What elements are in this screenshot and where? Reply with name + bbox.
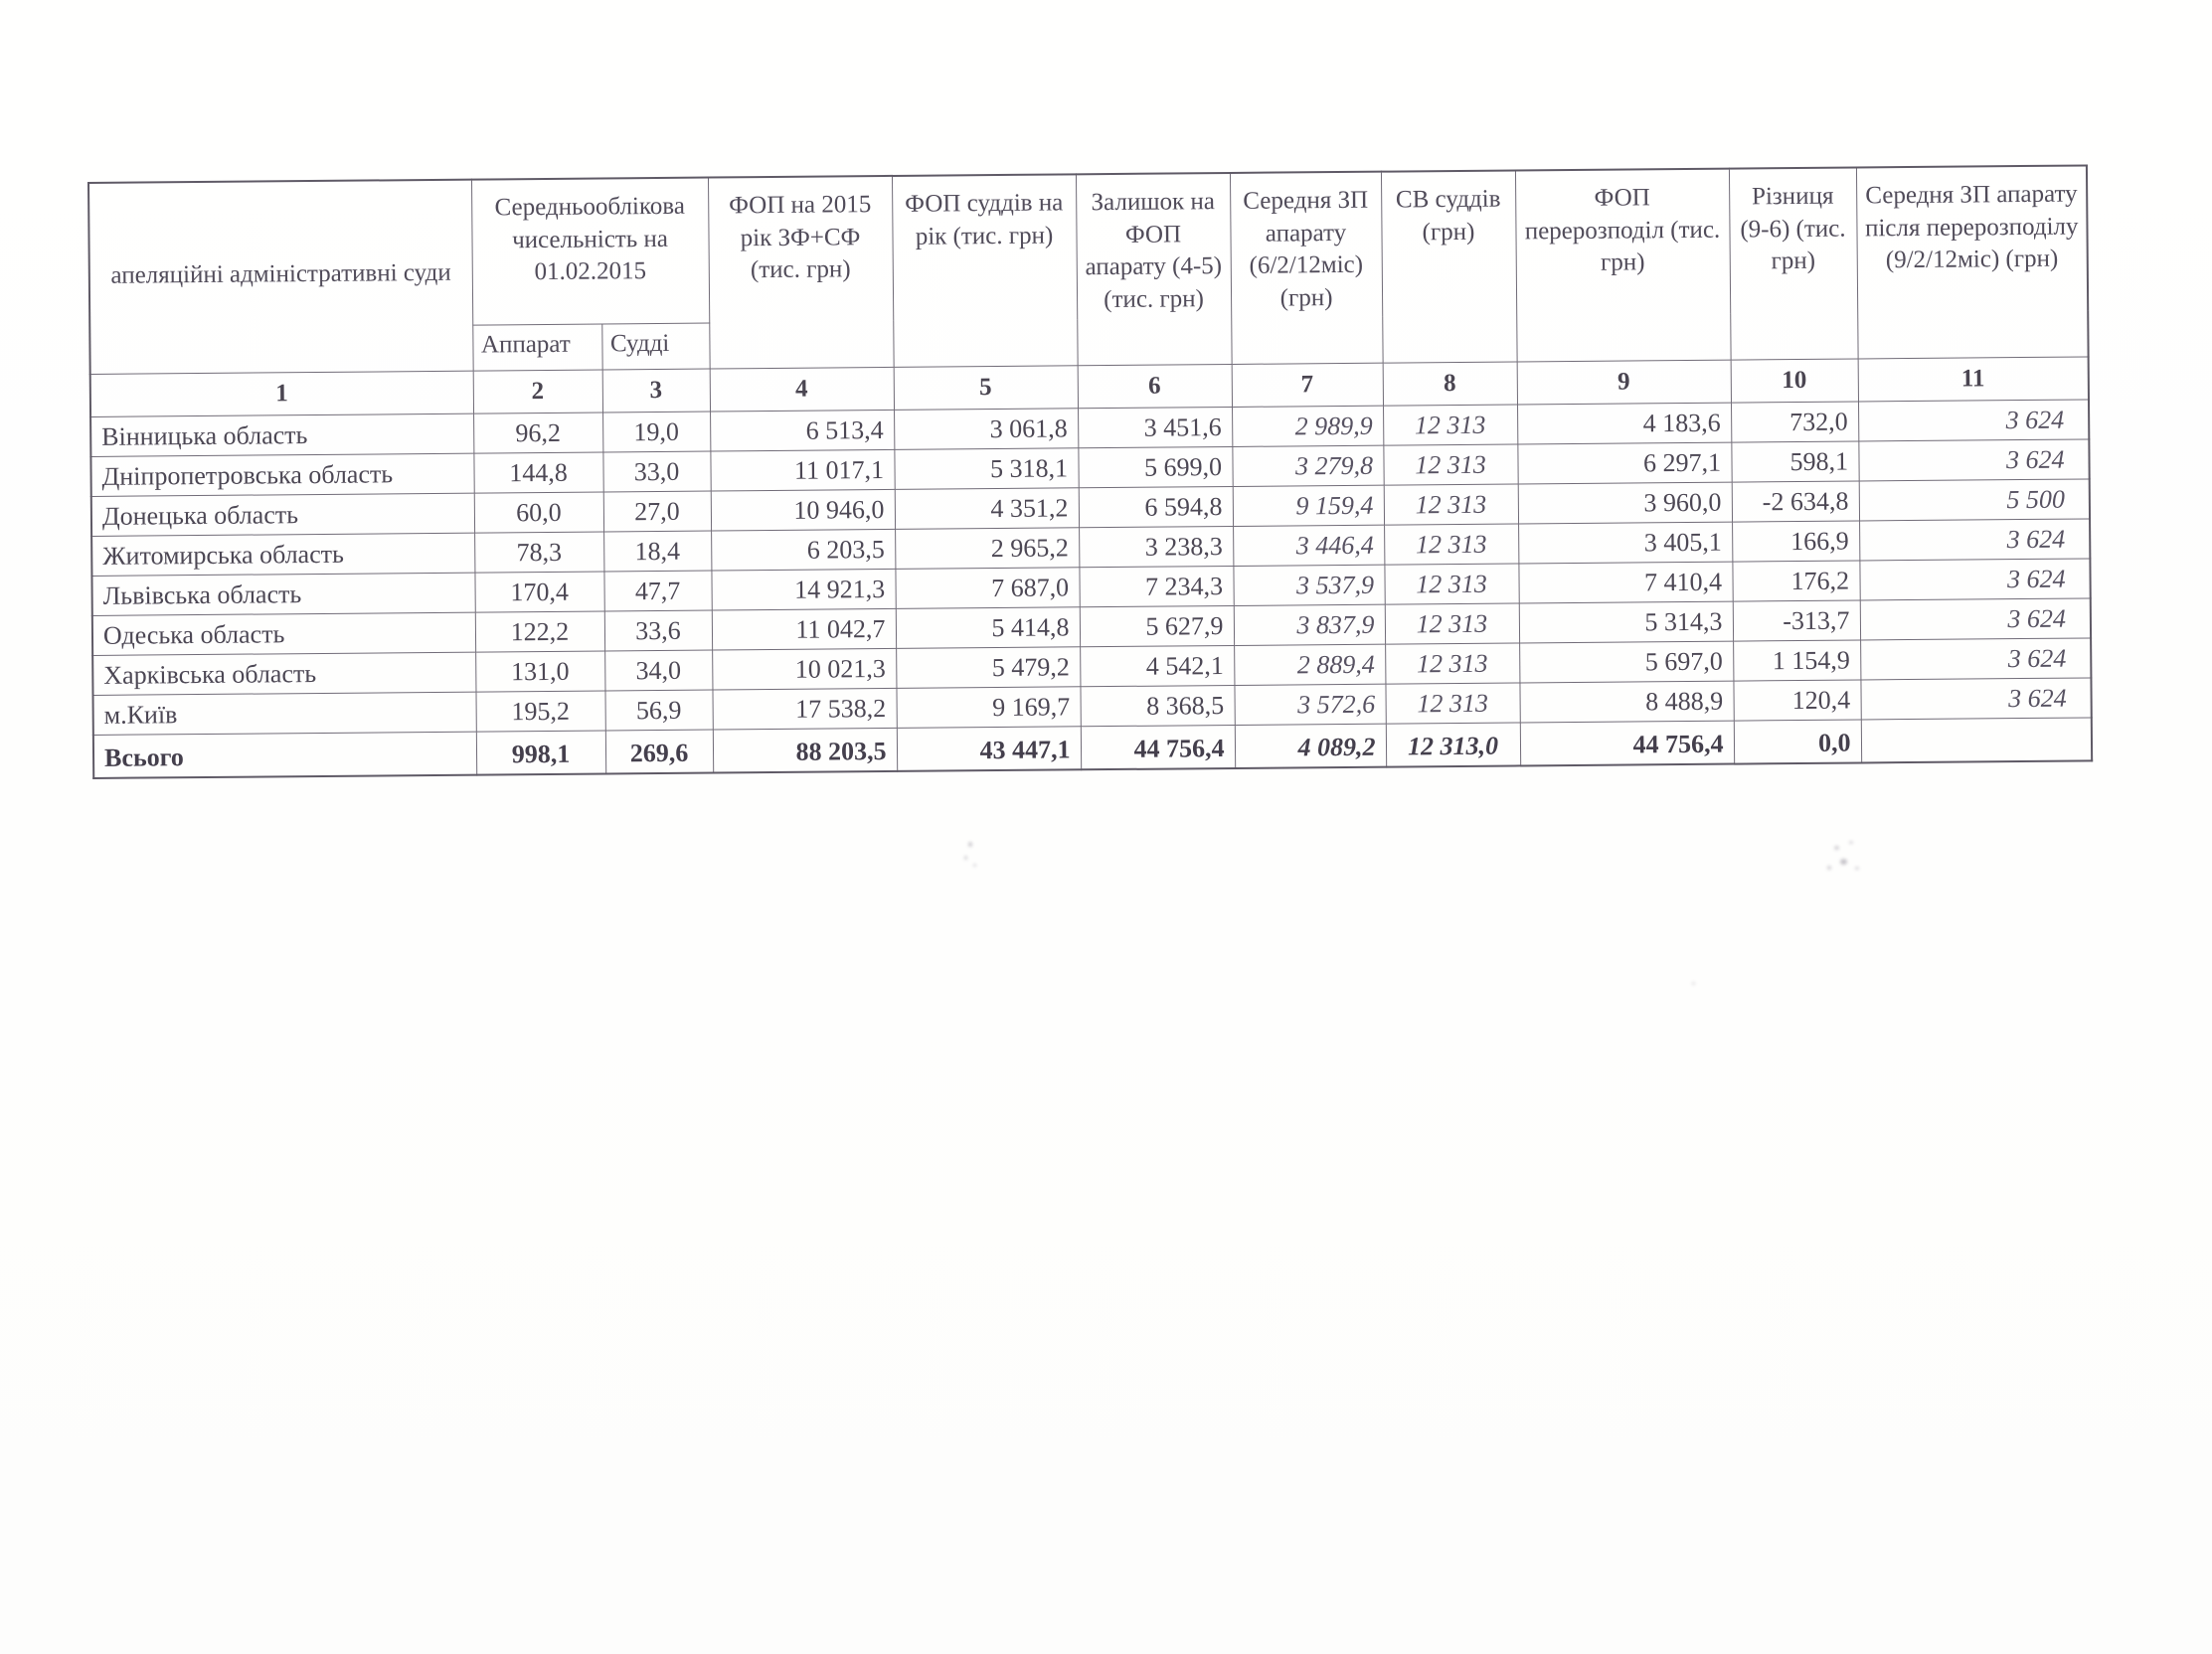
value-cell: 170,4 (474, 571, 603, 611)
value-cell: 176,2 (1732, 560, 1859, 600)
value-cell: 6 513,4 (710, 410, 894, 451)
value-cell: 2 965,2 (895, 527, 1079, 569)
table-container (87, 164, 2093, 779)
value-cell: 7 687,0 (895, 567, 1079, 608)
column-number-10: 10 (1731, 358, 1858, 402)
scan-smudge (973, 864, 976, 867)
value-cell: 11 042,7 (712, 608, 896, 650)
value-cell: 195,2 (475, 690, 604, 731)
region-name: Донецька область (91, 493, 474, 536)
value-cell: 12 313 (1385, 602, 1519, 643)
value-cell: 8 488,9 (1519, 681, 1733, 723)
value-cell: 44 756,4 (1520, 721, 1734, 766)
value-cell: 5 314,3 (1519, 601, 1733, 643)
value-cell: 27,0 (603, 491, 711, 532)
value-cell: 12 313 (1385, 682, 1519, 723)
value-cell: 43 447,1 (897, 726, 1081, 771)
region-name: Харківська область (92, 652, 475, 695)
value-cell: 5 627,9 (1080, 605, 1234, 646)
column-number-1: 1 (90, 371, 473, 416)
region-name: Львівська область (91, 573, 474, 615)
value-cell: 96,2 (473, 412, 602, 452)
header-sv-judges: СВ суддів (грн) (1381, 170, 1517, 362)
header-fop-redistribution: ФОП перерозподіл (тис. грн) (1515, 169, 1731, 362)
value-cell (1861, 717, 2092, 762)
value-cell: 3 279,8 (1232, 445, 1383, 486)
courts-budget-table (87, 164, 2093, 779)
value-cell: 2 889,4 (1234, 644, 1385, 685)
value-cell: 3 624 (1860, 597, 2091, 639)
value-cell: 11 017,1 (710, 449, 894, 491)
value-cell: 14 921,3 (711, 569, 895, 610)
value-cell: 3 624 (1859, 518, 2090, 560)
value-cell: 33,6 (604, 610, 712, 651)
value-cell: 12 313,0 (1386, 722, 1520, 766)
column-number-4: 4 (710, 367, 894, 412)
value-cell: 3 960,0 (1518, 482, 1732, 524)
value-cell: 6 594,8 (1079, 486, 1233, 527)
value-cell: 3 837,9 (1234, 604, 1385, 645)
value-cell: 6 297,1 (1517, 442, 1731, 484)
value-cell: 5 699,0 (1078, 446, 1232, 487)
column-number-9: 9 (1517, 360, 1731, 405)
scan-smudge (1840, 859, 1847, 865)
header-suddi: Судді (601, 323, 709, 370)
value-cell: 12 313 (1384, 523, 1518, 564)
value-cell: 9 169,7 (896, 686, 1080, 728)
value-cell: 998,1 (476, 730, 605, 774)
value-cell: 6 203,5 (711, 529, 895, 571)
value-cell: 7 234,3 (1079, 566, 1233, 606)
value-cell: 17 538,2 (712, 688, 896, 730)
scan-smudge (1827, 866, 1831, 870)
value-cell: 3 446,4 (1233, 525, 1384, 566)
header-fop-remainder: Залишок на ФОП апарату (4-5) (тис. грн) (1076, 173, 1232, 365)
value-cell: 47,7 (603, 571, 711, 611)
value-cell: 166,9 (1732, 520, 1859, 561)
value-cell: 18,4 (603, 531, 711, 572)
value-cell: 5 479,2 (896, 646, 1080, 688)
header-apparat: Аппарат (472, 323, 601, 370)
value-cell: -313,7 (1733, 599, 1860, 640)
region-name: м.Київ (93, 692, 476, 735)
value-cell: 3 405,1 (1518, 522, 1732, 564)
value-cell: 12 313 (1383, 404, 1517, 444)
value-cell: 12 313 (1384, 563, 1518, 603)
value-cell: 3 624 (1858, 438, 2089, 480)
scan-smudge (968, 842, 972, 847)
value-cell: 19,0 (602, 412, 710, 452)
value-cell: 3 572,6 (1234, 684, 1385, 725)
header-difference-9-6: Різниця (9-6) (тис. грн) (1729, 167, 1858, 359)
value-cell: 33,0 (602, 451, 710, 492)
header-fop-judges-year: ФОП суддів на рік (тис. грн) (892, 174, 1078, 367)
value-cell: 3 624 (1858, 399, 2089, 440)
region-name: Житомирська область (91, 533, 474, 576)
totals-label: Всього (93, 732, 476, 778)
value-cell: 3 061,8 (894, 408, 1078, 449)
value-cell: 4 542,1 (1080, 645, 1234, 686)
value-cell: 144,8 (473, 451, 602, 492)
value-cell: 3 537,9 (1233, 565, 1384, 605)
value-cell: 5 697,0 (1519, 641, 1733, 683)
value-cell: 120,4 (1733, 679, 1860, 720)
scan-smudge (1692, 982, 1695, 985)
value-cell: 3 624 (1859, 558, 2090, 599)
region-name: Дніпропетровська область (90, 453, 473, 496)
column-number-7: 7 (1232, 363, 1383, 407)
header-courts-label: апеляційні адміністративні суди (88, 180, 473, 374)
region-name: Одеська область (92, 612, 475, 655)
value-cell: 732,0 (1731, 401, 1858, 441)
column-number-2: 2 (473, 369, 602, 413)
column-number-8: 8 (1383, 361, 1517, 405)
value-cell: 3 624 (1860, 677, 2091, 719)
value-cell: -2 634,8 (1732, 480, 1859, 521)
region-name: Вінницька область (90, 414, 473, 456)
value-cell: 0,0 (1734, 719, 1861, 763)
value-cell: 5 500 (1859, 478, 2090, 520)
value-cell: 269,6 (605, 730, 713, 774)
header-fop-2015: ФОП на 2015 рік ЗФ+СФ (тис. грн) (708, 176, 894, 369)
value-cell: 56,9 (604, 690, 712, 731)
value-cell: 10 021,3 (712, 648, 896, 690)
value-cell: 88 203,5 (713, 728, 897, 773)
column-number-11: 11 (1858, 356, 2089, 401)
value-cell: 34,0 (604, 650, 712, 691)
header-avg-salary-after: Середня ЗП апарату після перерозподілу (9/2/12міс) (грн) (1856, 165, 2089, 358)
value-cell: 8 368,5 (1080, 685, 1234, 726)
header-avg-salary-apparatus: Середня ЗП апарату (6/2/12міс) (грн) (1230, 172, 1383, 364)
value-cell: 12 313 (1385, 642, 1519, 683)
value-cell: 44 756,4 (1081, 725, 1235, 769)
value-cell: 4 351,2 (895, 487, 1079, 529)
value-cell: 3 624 (1860, 637, 2091, 679)
value-cell: 7 410,4 (1518, 562, 1732, 603)
scan-smudge (1834, 846, 1839, 850)
value-cell: 3 238,3 (1079, 526, 1233, 567)
scan-smudge (1855, 867, 1859, 870)
value-cell: 5 414,8 (896, 606, 1080, 648)
value-cell: 10 946,0 (711, 489, 895, 531)
value-cell: 3 451,6 (1078, 407, 1232, 447)
column-number-3: 3 (602, 369, 710, 413)
value-cell: 60,0 (474, 491, 603, 532)
column-number-6: 6 (1078, 364, 1232, 408)
value-cell: 9 159,4 (1233, 485, 1384, 526)
value-cell: 12 313 (1383, 443, 1517, 484)
value-cell: 1 154,9 (1733, 639, 1860, 680)
value-cell: 4 183,6 (1517, 403, 1731, 444)
value-cell: 4 089,2 (1235, 724, 1386, 768)
value-cell: 12 313 (1384, 483, 1518, 524)
value-cell: 78,3 (474, 531, 603, 572)
scan-smudge (1849, 841, 1853, 844)
value-cell: 131,0 (475, 650, 604, 691)
value-cell: 5 318,1 (894, 447, 1078, 489)
header-avg-headcount: Середньооблікова чисельність на 01.02.2015 (471, 178, 709, 325)
value-cell: 598,1 (1731, 440, 1858, 481)
column-number-5: 5 (894, 365, 1078, 410)
scan-smudge (964, 856, 967, 860)
value-cell: 2 989,9 (1232, 406, 1383, 446)
value-cell: 122,2 (475, 610, 604, 651)
